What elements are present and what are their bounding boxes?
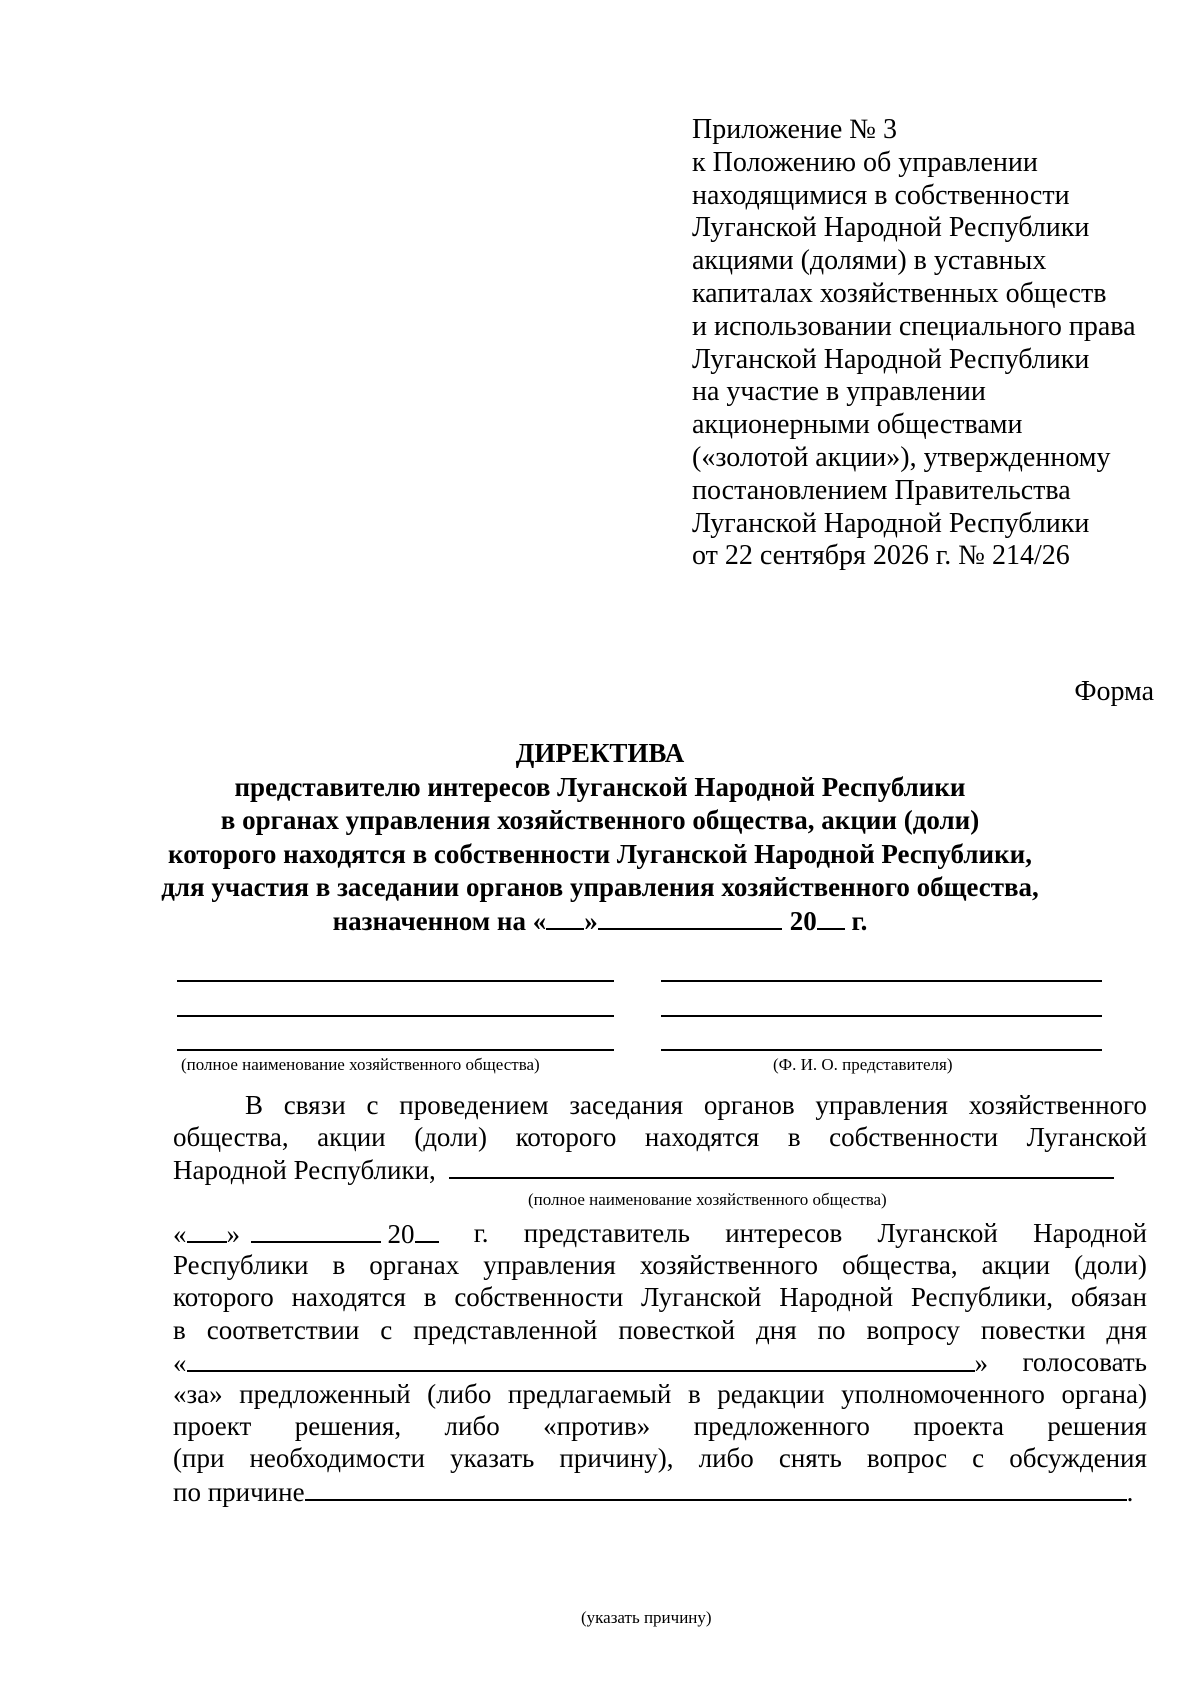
word: представленной [413, 1314, 598, 1345]
company-name-line-3[interactable] [177, 1049, 614, 1051]
word: решения, [294, 1411, 402, 1442]
word: (доли) [414, 1122, 487, 1153]
appendix-line: акциями (долями) в уставных [692, 245, 1047, 277]
word: представитель [523, 1218, 690, 1248]
year-field[interactable] [415, 1217, 439, 1243]
word: обсуждения [1009, 1443, 1147, 1474]
word: обязан [1070, 1282, 1147, 1313]
company-name-line-2[interactable] [177, 1015, 614, 1017]
word: Луганской [641, 1282, 762, 1313]
quote-open: « [173, 1219, 187, 1249]
reason-field[interactable] [305, 1475, 1127, 1501]
agenda-field-group [173, 1346, 988, 1378]
appendix-line: на участие в управлении [692, 376, 986, 408]
appendix-line: акционерными обществами [692, 409, 1023, 441]
body-line-12 [173, 1475, 1147, 1507]
body-line-3 [173, 1153, 1147, 1185]
title-date-mid: » [584, 905, 598, 936]
appendix-line: от 22 сентября 2026 г. № 214/26 [692, 540, 1070, 572]
word: дня [756, 1314, 797, 1345]
word: органов [703, 1090, 795, 1120]
word: находятся [291, 1282, 406, 1313]
appendix-line: к Положению об управлении [692, 146, 1038, 178]
company-name-inline-line[interactable] [449, 1153, 1114, 1179]
representative-caption: (Ф. И. О. представителя) [773, 1055, 953, 1074]
word: «против» [543, 1411, 651, 1442]
word: находятся [644, 1122, 760, 1153]
word: хозяйственного [639, 1250, 819, 1281]
word: уполномоченного [841, 1378, 1045, 1409]
word: (доли) [1074, 1250, 1147, 1281]
body-line-1 [173, 1089, 1147, 1121]
word: в [332, 1250, 346, 1281]
appendix-line: Луганской Народной Республики [692, 212, 1090, 244]
word: Луганской [1026, 1122, 1147, 1153]
word: либо [444, 1411, 500, 1442]
body-text: Народной Республики, [173, 1155, 436, 1186]
word: причину), [559, 1443, 674, 1474]
body-line-2 [173, 1121, 1147, 1153]
word: по [817, 1314, 846, 1345]
representative-line-3[interactable] [661, 1049, 1102, 1051]
word: интересов [725, 1218, 843, 1248]
appendix-line: и использовании специального права [692, 310, 1136, 342]
word: хозяйственного [968, 1090, 1147, 1120]
word: редакции [717, 1378, 825, 1409]
word: решения [1047, 1411, 1147, 1442]
title-date-year: 20 [789, 905, 817, 936]
body-paragraph [173, 1089, 1147, 1186]
word: предлагаемый [507, 1378, 672, 1409]
word: заседания [569, 1090, 684, 1120]
word: г. [473, 1218, 489, 1248]
word: указать [450, 1443, 535, 1474]
year-blank[interactable] [817, 906, 845, 930]
word: органах [369, 1250, 460, 1281]
word: В [245, 1090, 264, 1120]
word: либо [698, 1443, 754, 1474]
body-line-8 [173, 1346, 1147, 1378]
word: управления [815, 1090, 948, 1120]
word: проекта [913, 1411, 1004, 1442]
word: вопрос [866, 1443, 948, 1474]
word: Народной [1033, 1218, 1147, 1248]
form-label: Форма [1074, 676, 1154, 707]
word: которого [515, 1122, 617, 1153]
title-heading: ДИРЕКТИВА [515, 738, 685, 768]
body-text: по причине [173, 1476, 305, 1507]
word: акции [981, 1250, 1051, 1281]
day-field[interactable] [187, 1217, 227, 1243]
word: «за» [173, 1378, 223, 1409]
word: с [366, 1090, 379, 1120]
date-fields [173, 1217, 439, 1249]
word: с [380, 1314, 393, 1345]
period: . [1126, 1476, 1134, 1507]
appendix-header [692, 114, 1162, 573]
word: предложенный [239, 1378, 411, 1409]
appendix-line: находящимися в собственности [692, 179, 1070, 211]
month-field[interactable] [251, 1217, 381, 1243]
appendix-line: капиталах хозяйственных обществ [692, 277, 1107, 309]
quote-open: « [173, 1347, 187, 1378]
body-line-4 [173, 1217, 1147, 1249]
word: голосовать [1022, 1346, 1147, 1377]
word: необходимости [249, 1443, 425, 1474]
word: Народной [779, 1282, 894, 1313]
word: Республики [173, 1250, 309, 1281]
day-blank[interactable] [546, 906, 584, 930]
title-date-suffix: г. [844, 905, 868, 936]
word: с [972, 1443, 985, 1474]
company-name-caption: (полное наименование хозяйственного общества) [181, 1055, 540, 1074]
body-line-11 [173, 1442, 1147, 1474]
quote-close: » [226, 1219, 240, 1249]
word: проект [173, 1411, 252, 1442]
word: акции [317, 1122, 386, 1153]
appendix-line: Луганской Народной Республики [692, 343, 1090, 375]
title-line: для участия в заседании органов управления хозяйственного общества, [161, 872, 1039, 902]
appendix-line: Приложение № 3 [692, 114, 897, 145]
title-date-prefix: назначенном на « [332, 905, 547, 936]
word: дня [1106, 1314, 1147, 1345]
word: в [687, 1378, 701, 1409]
word: (при [173, 1443, 225, 1474]
word: в [423, 1282, 437, 1313]
company-name-line-1[interactable] [177, 980, 614, 982]
title-date-line [100, 905, 1100, 939]
month-blank[interactable] [598, 906, 782, 930]
word: органа) [1061, 1378, 1147, 1409]
document-title [100, 737, 1100, 938]
word: связи [283, 1090, 346, 1120]
word: предложенного [693, 1411, 870, 1442]
word: собственности [454, 1282, 624, 1313]
word: общества, [173, 1122, 289, 1153]
word: общества, [842, 1250, 958, 1281]
word: управления [483, 1250, 616, 1281]
representative-line-2[interactable] [661, 1015, 1102, 1017]
title-line: представителю интересов Луганской Народной Республики [234, 771, 966, 802]
agenda-question-field[interactable] [187, 1346, 975, 1372]
body-line-7 [173, 1314, 1147, 1346]
quote-close: » [974, 1347, 988, 1378]
company-name-caption-2: (полное наименование хозяйственного общества) [528, 1190, 887, 1209]
word: повестки [980, 1314, 1086, 1345]
appendix-line: Луганской Народной Республики [692, 507, 1090, 539]
body-line-6 [173, 1281, 1147, 1313]
word: проведением [399, 1090, 549, 1120]
body-line-9 [173, 1378, 1147, 1410]
body-paragraph-2 [173, 1217, 1147, 1507]
word: вопросу [866, 1314, 960, 1345]
title-line: в органах управления хозяйственного общества, акции (доли) [220, 805, 980, 835]
body-line-10 [173, 1410, 1147, 1442]
body-line-5 [173, 1249, 1147, 1281]
word: повесткой [618, 1314, 736, 1345]
reason-caption: (указать причину) [581, 1608, 712, 1627]
appendix-line: постановлением Правительства [692, 474, 1071, 506]
word: соответствии [206, 1314, 360, 1345]
representative-line-1[interactable] [661, 980, 1102, 982]
word: (либо [427, 1378, 492, 1409]
appendix-line: («золотой акции»), утвержденному [692, 441, 1111, 473]
word: снять [778, 1443, 842, 1474]
year-prefix: 20 [387, 1219, 415, 1249]
word: в [173, 1314, 186, 1345]
title-line: которого находятся в собственности Луганской Народной Республики, [168, 838, 1032, 869]
word: собственности [829, 1122, 999, 1153]
word: которого [173, 1282, 274, 1313]
word: Республики, [910, 1282, 1054, 1313]
word: в [787, 1122, 801, 1153]
word: Луганской [877, 1218, 998, 1248]
